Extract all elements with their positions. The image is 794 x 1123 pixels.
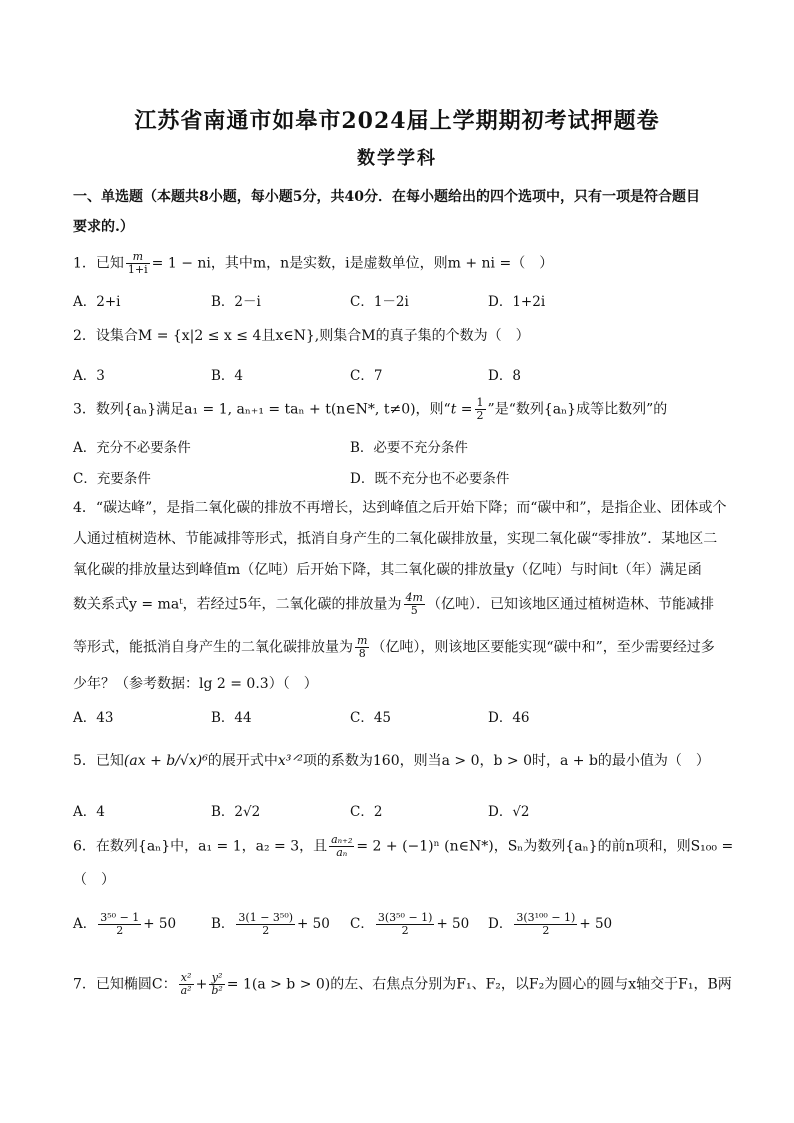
question-3 [73, 397, 723, 422]
q1-option-b: B．2－i [211, 294, 261, 310]
question-4-line-4 [73, 592, 723, 617]
question-6-line-2: （ ） [73, 872, 115, 888]
q6-c-den: 2 [401, 924, 409, 937]
q5-rest: 项的系数为160，则当a > 0，b > 0时，a + b的最小值为（ ） [302, 753, 710, 769]
q4-fraction-2 [355, 635, 369, 660]
q5-expression: (ax + b/√x)⁶ [123, 753, 208, 769]
section-heading-cont: 要求的.） [73, 219, 134, 235]
q7-f2-num: y² [209, 972, 224, 985]
q5-mid: 的展开式中 [207, 753, 278, 769]
q3-frac-num: 1 [476, 396, 484, 409]
q3-option-b: B．必要不充分条件 [350, 440, 468, 456]
q1-frac-num: m [126, 251, 150, 264]
q6-frac-den: aₙ [336, 846, 348, 859]
q5-option-b: B．2√2 [211, 804, 261, 820]
q5-prefix: 5．已知 [73, 753, 124, 769]
question-7 [73, 971, 732, 997]
q4-fraction-1 [404, 592, 425, 617]
question-4-line-1: 4．“碳达峰”，是指二氧化碳的排放不再增长，达到峰值之后开始下降；而“碳中和”，是指企业、团体或个 [73, 500, 727, 516]
question-4-line-5 [73, 635, 723, 660]
q6-b-num: 3(1 − 3⁵⁰) [238, 911, 294, 924]
q6-d-label: D． [488, 916, 513, 932]
q6-d-tail: + 50 [579, 916, 613, 932]
question-4-line-3: 氧化碳的排放量达到峰值m（亿吨）后开始下降，其二氧化碳的排放量y（亿吨）与时间t（年）满足函 [73, 562, 702, 578]
question-1 [73, 251, 723, 276]
q3-text-b: ”是“数列{aₙ}成等比数列”的 [487, 401, 668, 418]
q4-option-b: B．44 [211, 710, 252, 726]
q4-option-c: C．45 [350, 710, 392, 726]
q4-line5-b: （亿吨），则该地区要能实现“碳中和”，至少需要经过多 [371, 639, 715, 656]
q6-prefix: 6．在数列{aₙ}中，a₁ = 1，a₂ = 3，且 [73, 838, 328, 855]
q4-frac1-den: 5 [410, 604, 418, 617]
q6-c-label: C． [350, 916, 374, 932]
q6-d-fraction [514, 912, 577, 937]
q6-option-b [211, 912, 330, 937]
q6-a-num: 3⁵⁰ − 1 [100, 911, 140, 924]
q7-rest: = 1(a > b > 0)的左、右焦点分别为F₁、F₂，以F₂为圆心的圆与x轴交于F₁，B两 [226, 976, 732, 993]
q1-frac-den: 1+i [127, 263, 148, 276]
q2-option-b: B．4 [211, 368, 244, 384]
q6-b-den: 2 [262, 924, 270, 937]
q1-rest: = 1 − ni，其中m，n是实数，i是虚数单位，则m + ni =（ ） [151, 255, 554, 272]
q2-option-d: D．8 [488, 368, 521, 384]
q6-option-c [350, 912, 469, 937]
q6-option-d [488, 912, 612, 937]
q7-fraction-2 [209, 972, 224, 997]
q1-option-c: C．1－2i [350, 294, 409, 310]
question-5 [73, 750, 723, 772]
q3-option-c: C．充要条件 [73, 471, 151, 487]
q6-a-label: A． [73, 916, 97, 932]
q4-line4-a: 数关系式y = maᵗ，若经过5年，二氧化碳的排放量为 [73, 596, 402, 613]
q4-frac2-num: m [357, 634, 368, 647]
q6-c-fraction [376, 912, 435, 937]
q2-option-c: C．7 [350, 368, 383, 384]
q7-prefix: 7．已知椭圆C： [73, 976, 177, 993]
section-heading: 一、单选题（本题共8小题，每小题5分，共40分．在每小题给出的四个选项中，只有一项是符合题目 [73, 189, 700, 205]
q4-option-d: D．46 [488, 710, 530, 726]
q6-b-fraction [236, 912, 295, 937]
q3-frac-den: 2 [476, 409, 484, 422]
question-6 [73, 833, 734, 859]
q3-t-eq: t = [450, 401, 473, 418]
q7-f2-den: b² [211, 984, 223, 997]
q6-fraction [329, 834, 354, 859]
q7-f1-den: a² [180, 984, 192, 997]
exam-title: 江苏省南通市如皋市2024届上学期期初考试押题卷 [134, 108, 660, 134]
q6-d-num: 3(3¹⁰⁰ − 1) [516, 911, 576, 924]
q4-line5-a: 等形式，能抵消自身产生的二氧化碳排放量为 [73, 639, 353, 656]
q6-c-tail: + 50 [436, 916, 470, 932]
question-4-line-2: 人通过植树造林、节能减排等形式，抵消自身产生的二氧化碳排放量，实现二氧化碳“零排放”．某地区二 [73, 531, 718, 547]
q6-a-den: 2 [116, 924, 124, 937]
q3-text-a: 3．数列{aₙ}满足a₁ = 1, aₙ₊₁ = taₙ + t(n∈N*, t≠0)，则“ [73, 401, 451, 418]
q6-rest: = 2 + (−1)ⁿ (n∈N*)，Sₙ为数列{aₙ}的前n项和，则S₁₀₀ = [356, 838, 734, 855]
q7-f1-num: x² [179, 972, 194, 985]
q6-a-tail: + 50 [143, 916, 177, 932]
q4-line4-b: （亿吨）．已知该地区通过植树造林、节能减排 [426, 596, 714, 613]
q1-prefix: 1．已知 [73, 255, 124, 272]
q3-option-a: A．充分不必要条件 [73, 440, 191, 456]
q1-option-d: D．1+2i [488, 294, 546, 310]
q6-a-fraction [98, 912, 141, 937]
q4-frac2-den: 8 [358, 647, 366, 660]
q6-b-label: B． [211, 916, 235, 932]
q5-option-d: D．√2 [488, 804, 530, 820]
q6-frac-num: aₙ₊₂ [331, 833, 353, 846]
q1-option-a: A．2+i [73, 294, 121, 310]
q7-plus: + [195, 976, 208, 993]
q6-d-den: 2 [542, 924, 550, 937]
q3-option-d: D．既不充分也不必要条件 [350, 471, 510, 487]
q2-option-a: A．3 [73, 368, 105, 384]
q5-option-c: C．2 [350, 804, 383, 820]
q3-fraction [475, 397, 486, 422]
q5-option-a: A．4 [73, 804, 105, 820]
q6-option-a [73, 912, 176, 937]
exam-subtitle: 数学学科 [357, 148, 437, 169]
q4-option-a: A．43 [73, 710, 114, 726]
q7-fraction-1 [179, 972, 194, 997]
q4-frac1-num: 4m [405, 591, 423, 604]
question-2: 2．设集合M = {x|2 ≤ x ≤ 4且x∈N},则集合M的真子集的个数为（ ） [73, 328, 530, 344]
q5-power: x³ᐟ² [277, 753, 303, 769]
q6-c-num: 3(3⁵⁰ − 1) [377, 911, 433, 924]
q1-fraction [126, 251, 150, 276]
question-4-line-6: 少年？（参考数据：lg 2 = 0.3）（ ） [73, 676, 318, 692]
q6-b-tail: + 50 [297, 916, 330, 932]
